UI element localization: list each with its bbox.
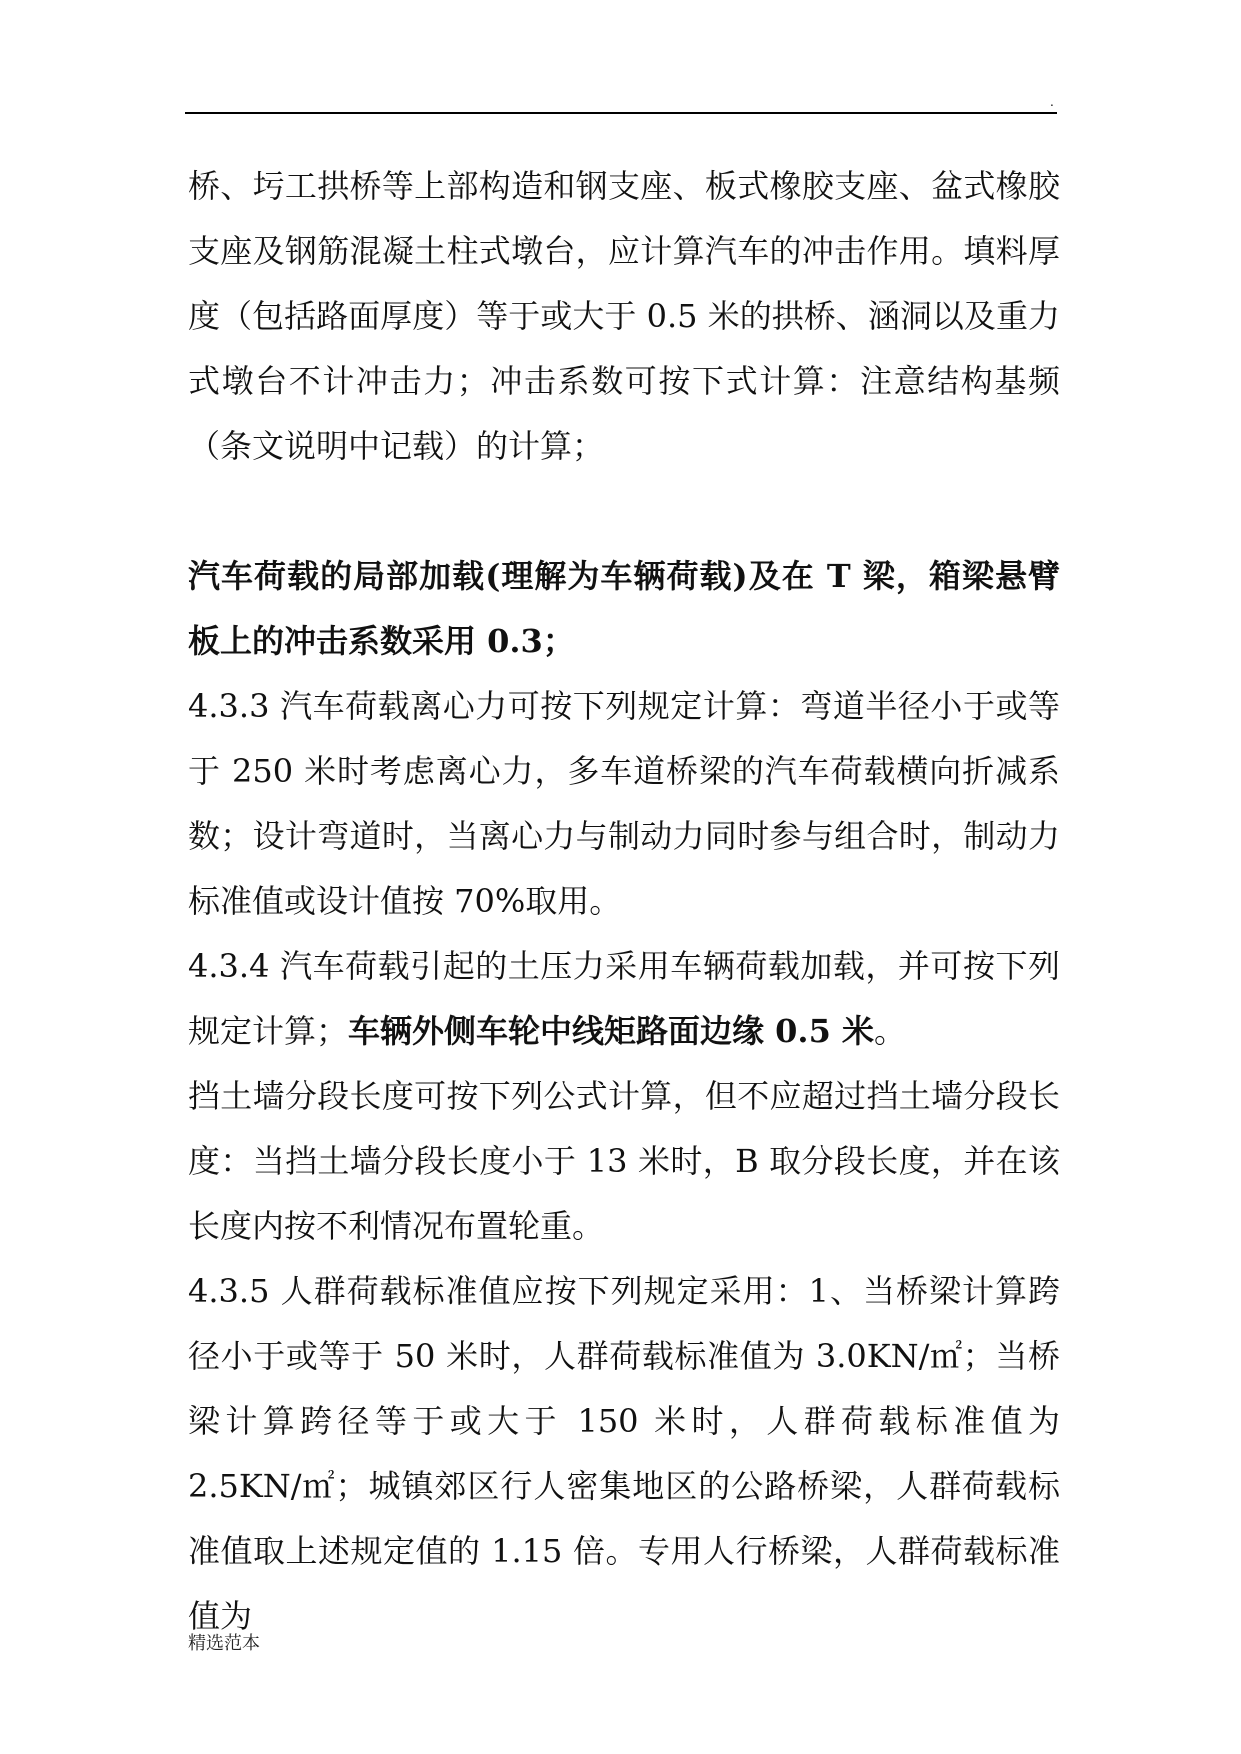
paragraph-4-3-4-text: 4.3.4 汽车荷载引起的土压力采用车辆荷载加载，并可按下列规定计算； [188, 947, 1060, 1050]
footer-label: 精选范本 [188, 1633, 260, 1654]
paragraph-local-loading: 汽车荷载的局部加载(理解为车辆荷载)及在 T 梁，箱梁悬臂板上的冲击系数采用 0.3； [188, 557, 1060, 660]
header-mark: . [1050, 95, 1054, 109]
paragraph-gap [188, 479, 1060, 544]
header-rule [185, 112, 1057, 114]
paragraph-4-3-3: 4.3.3 汽车荷载离心力可按下列规定计算：弯道半径小于或等于 250 米时考虑离心力，多车道桥梁的汽车荷载横向折减系数；设计弯道时，当离心力与制动力同时参与组合时，制动力标准值或设计值按 70%取用。 [188, 687, 1060, 920]
paragraph-4-3-4-end: 。 [873, 1012, 906, 1050]
document-body [188, 154, 1060, 1649]
paragraph-retaining-wall: 挡土墙分段长度可按下列公式计算，但不应超过挡土墙分段长度：当挡土墙分段长度小于 13 米时，B 取分段长度，并在该长度内按不利情况布置轮重。 [188, 1077, 1060, 1245]
paragraph-4-3-5: 4.3.5 人群荷载标准值应按下列规定采用：1、当桥梁计算跨径小于或等于 50 米时，人群荷载标准值为 3.0KN/㎡；当桥梁计算跨径等于或大于 150 米时，人群荷载标准值为 2.5KN/㎡；城镇郊区行人密集地区的公路桥梁，人群荷载标准值取上述规定值的 1.15 倍。专用人行桥梁，人群荷载标准值为 [188, 1272, 1060, 1635]
paragraph-4-3-4 [188, 934, 1060, 1064]
paragraph-4-3-4-bold: 车辆外侧车轮中线矩路面边缘 0.5 米 [348, 1012, 874, 1050]
paragraph-impact-calculation: 桥、圬工拱桥等上部构造和钢支座、板式橡胶支座、盆式橡胶支座及钢筋混凝土柱式墩台，应计算汽车的冲击作用。填料厚度（包括路面厚度）等于或大于 0.5 米的拱桥、涵洞以及重力式墩台不计冲击力；冲击系数可按下式计算：注意结构基频（条文说明中记载）的计算； [188, 167, 1060, 465]
